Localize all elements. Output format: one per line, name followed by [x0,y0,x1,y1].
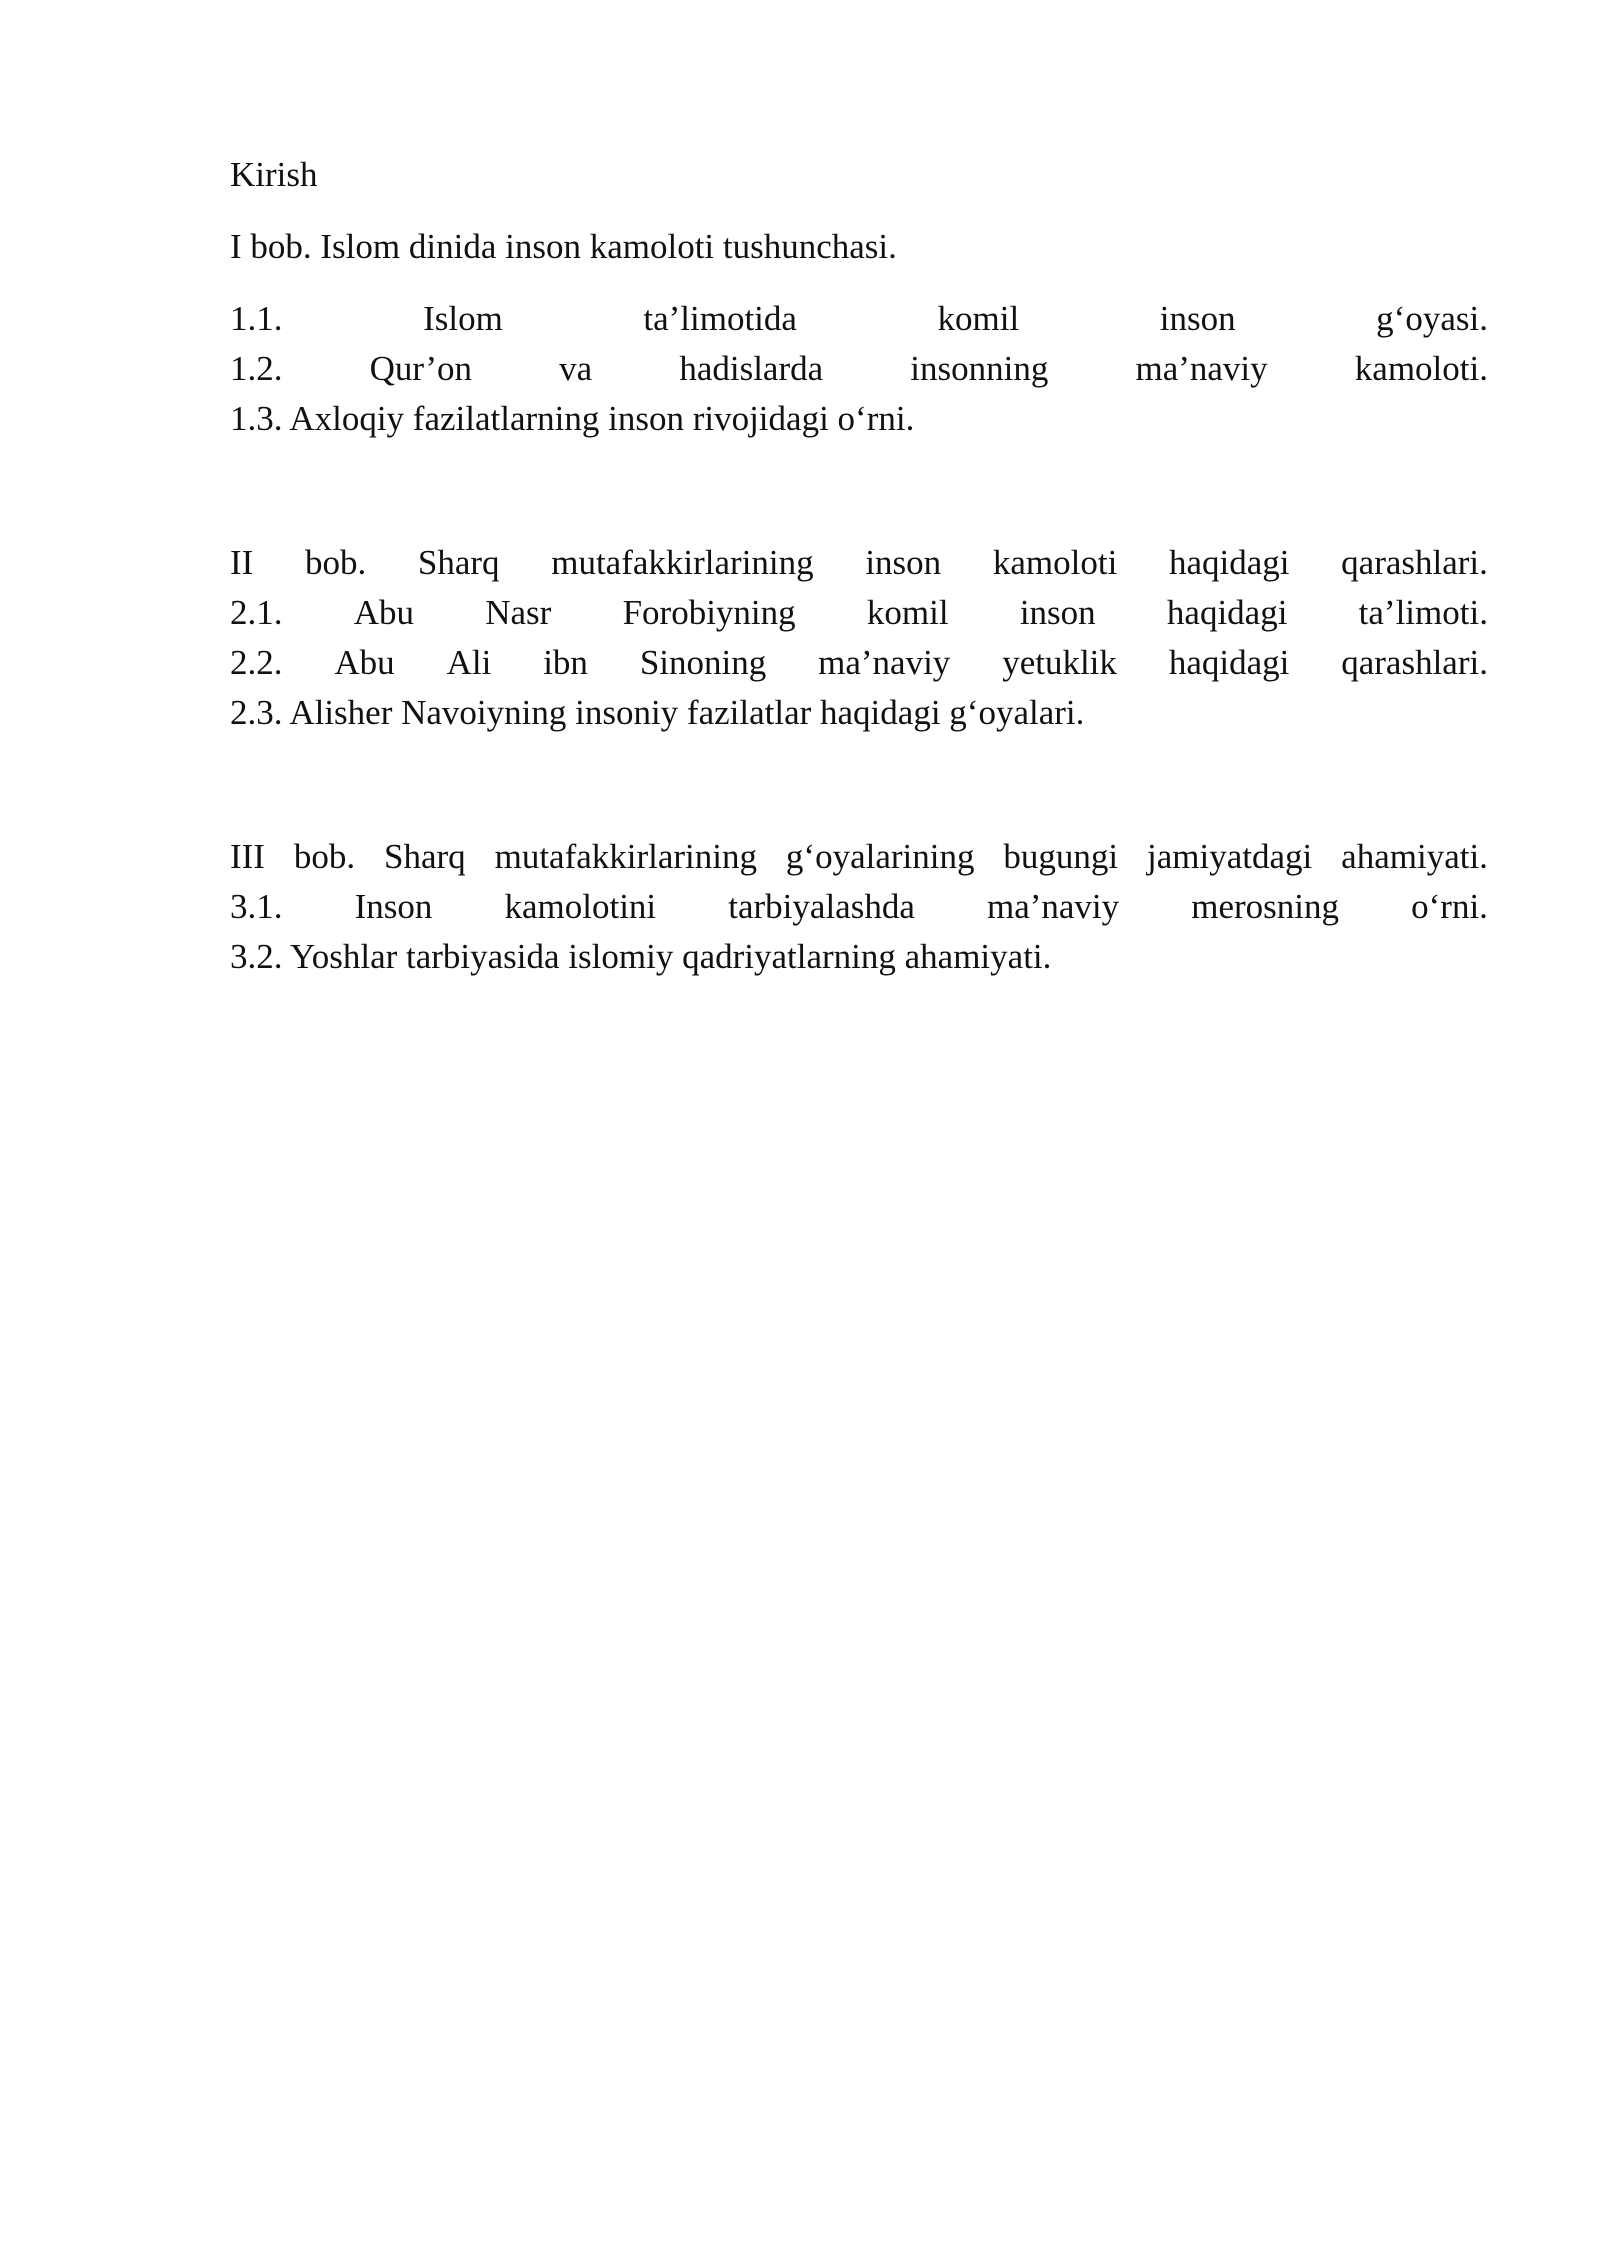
toc-word: mutafakkirlarining [551,543,814,582]
toc-item-2-3 [230,688,1488,738]
toc-chapter1-items [230,294,1488,444]
toc-word: inson [1159,299,1236,338]
toc-chapter3-items [230,832,1488,982]
toc-item-2-1 [230,588,1488,638]
toc-chapter3-title [230,832,1488,882]
toc-word: haqidagi [1168,543,1290,582]
toc-word: kamoloti [992,543,1118,582]
toc-word: komil [866,593,949,632]
toc-word: Sharq [384,837,466,876]
toc-word: va [559,349,593,388]
toc-word: jamiyatdagi [1147,837,1313,876]
toc-word: haqidagi [1166,593,1288,632]
toc-item-2-3-text: 2.3. Alisher Navoiyning insoniy fazilatlar haqidagi g‘oyalari. [230,693,1085,732]
toc-word: kamoloti. [1354,349,1488,388]
toc-chapter2-items [230,538,1488,738]
toc-word: mutafakkirlarining [494,837,758,876]
toc-word: 2.2. [230,643,283,682]
toc-item-1-2 [230,344,1488,394]
toc-word: o‘rni. [1411,887,1488,926]
toc-word: Inson [354,887,433,926]
toc-word: qarashlari. [1341,643,1488,682]
toc-word: ta’limoti. [1358,593,1488,632]
toc-word: 1.1. [230,299,283,338]
toc-word: II [230,543,254,582]
toc-word: haqidagi [1168,643,1290,682]
toc-word: ma’naviy [986,887,1120,926]
toc-word: ma’naviy [818,643,951,682]
toc-item-3-2 [230,932,1488,982]
toc-word: hadislarda [679,349,824,388]
toc-word: ahamiyati. [1341,837,1488,876]
section-spacer [230,738,1488,832]
toc-word: ma’naviy [1135,349,1268,388]
toc-item-3-2-text: 3.2. Yoshlar tarbiyasida islomiy qadriyatlarning ahamiyati. [230,937,1052,976]
toc-word: kamolotini [504,887,657,926]
toc-chapter1-title: I bob. Islom dinida inson kamoloti tushunchasi. [230,227,897,266]
toc-word: III [230,837,265,876]
toc-word: 3.1. [230,887,283,926]
table-of-contents [230,150,1488,982]
toc-word: Forobiyning [622,593,796,632]
toc-word: g‘oyasi. [1376,299,1488,338]
toc-word: Islom [423,299,503,338]
toc-item-2-2 [230,638,1488,688]
toc-word: Sinoning [639,643,767,682]
toc-word: tarbiyalashda [728,887,915,926]
section-spacer [230,444,1488,538]
toc-item-3-1 [230,882,1488,932]
toc-word: merosning [1191,887,1340,926]
toc-word: inson [865,543,942,582]
toc-word: Ali [446,643,492,682]
toc-word: Abu [334,643,395,682]
toc-word: 2.1. [230,593,283,632]
toc-word: Abu [353,593,415,632]
toc-word: yetuklik [1002,643,1117,682]
toc-word: qarashlari. [1341,543,1488,582]
toc-word: Sharq [417,543,500,582]
toc-word: insonning [910,349,1049,388]
toc-word: komil [937,299,1020,338]
toc-item-1-1 [230,294,1488,344]
toc-word: g‘oyalarining [785,837,975,876]
toc-chapter2-title [230,538,1488,588]
toc-word: Nasr [485,593,552,632]
toc-word: bugungi [1003,837,1119,876]
toc-intro: Kirish [230,155,318,194]
toc-word: ibn [543,643,588,682]
toc-word: Qur’on [369,349,473,388]
toc-word: inson [1019,593,1096,632]
toc-item-1-3-text: 1.3. Axloqiy fazilatlarning inson rivojidagi o‘rni. [230,399,915,438]
toc-word: bob. [304,543,367,582]
toc-item-1-3 [230,394,1488,444]
toc-word: ta’limotida [643,299,797,338]
toc-word: 1.2. [230,349,283,388]
toc-word: bob. [293,837,356,876]
